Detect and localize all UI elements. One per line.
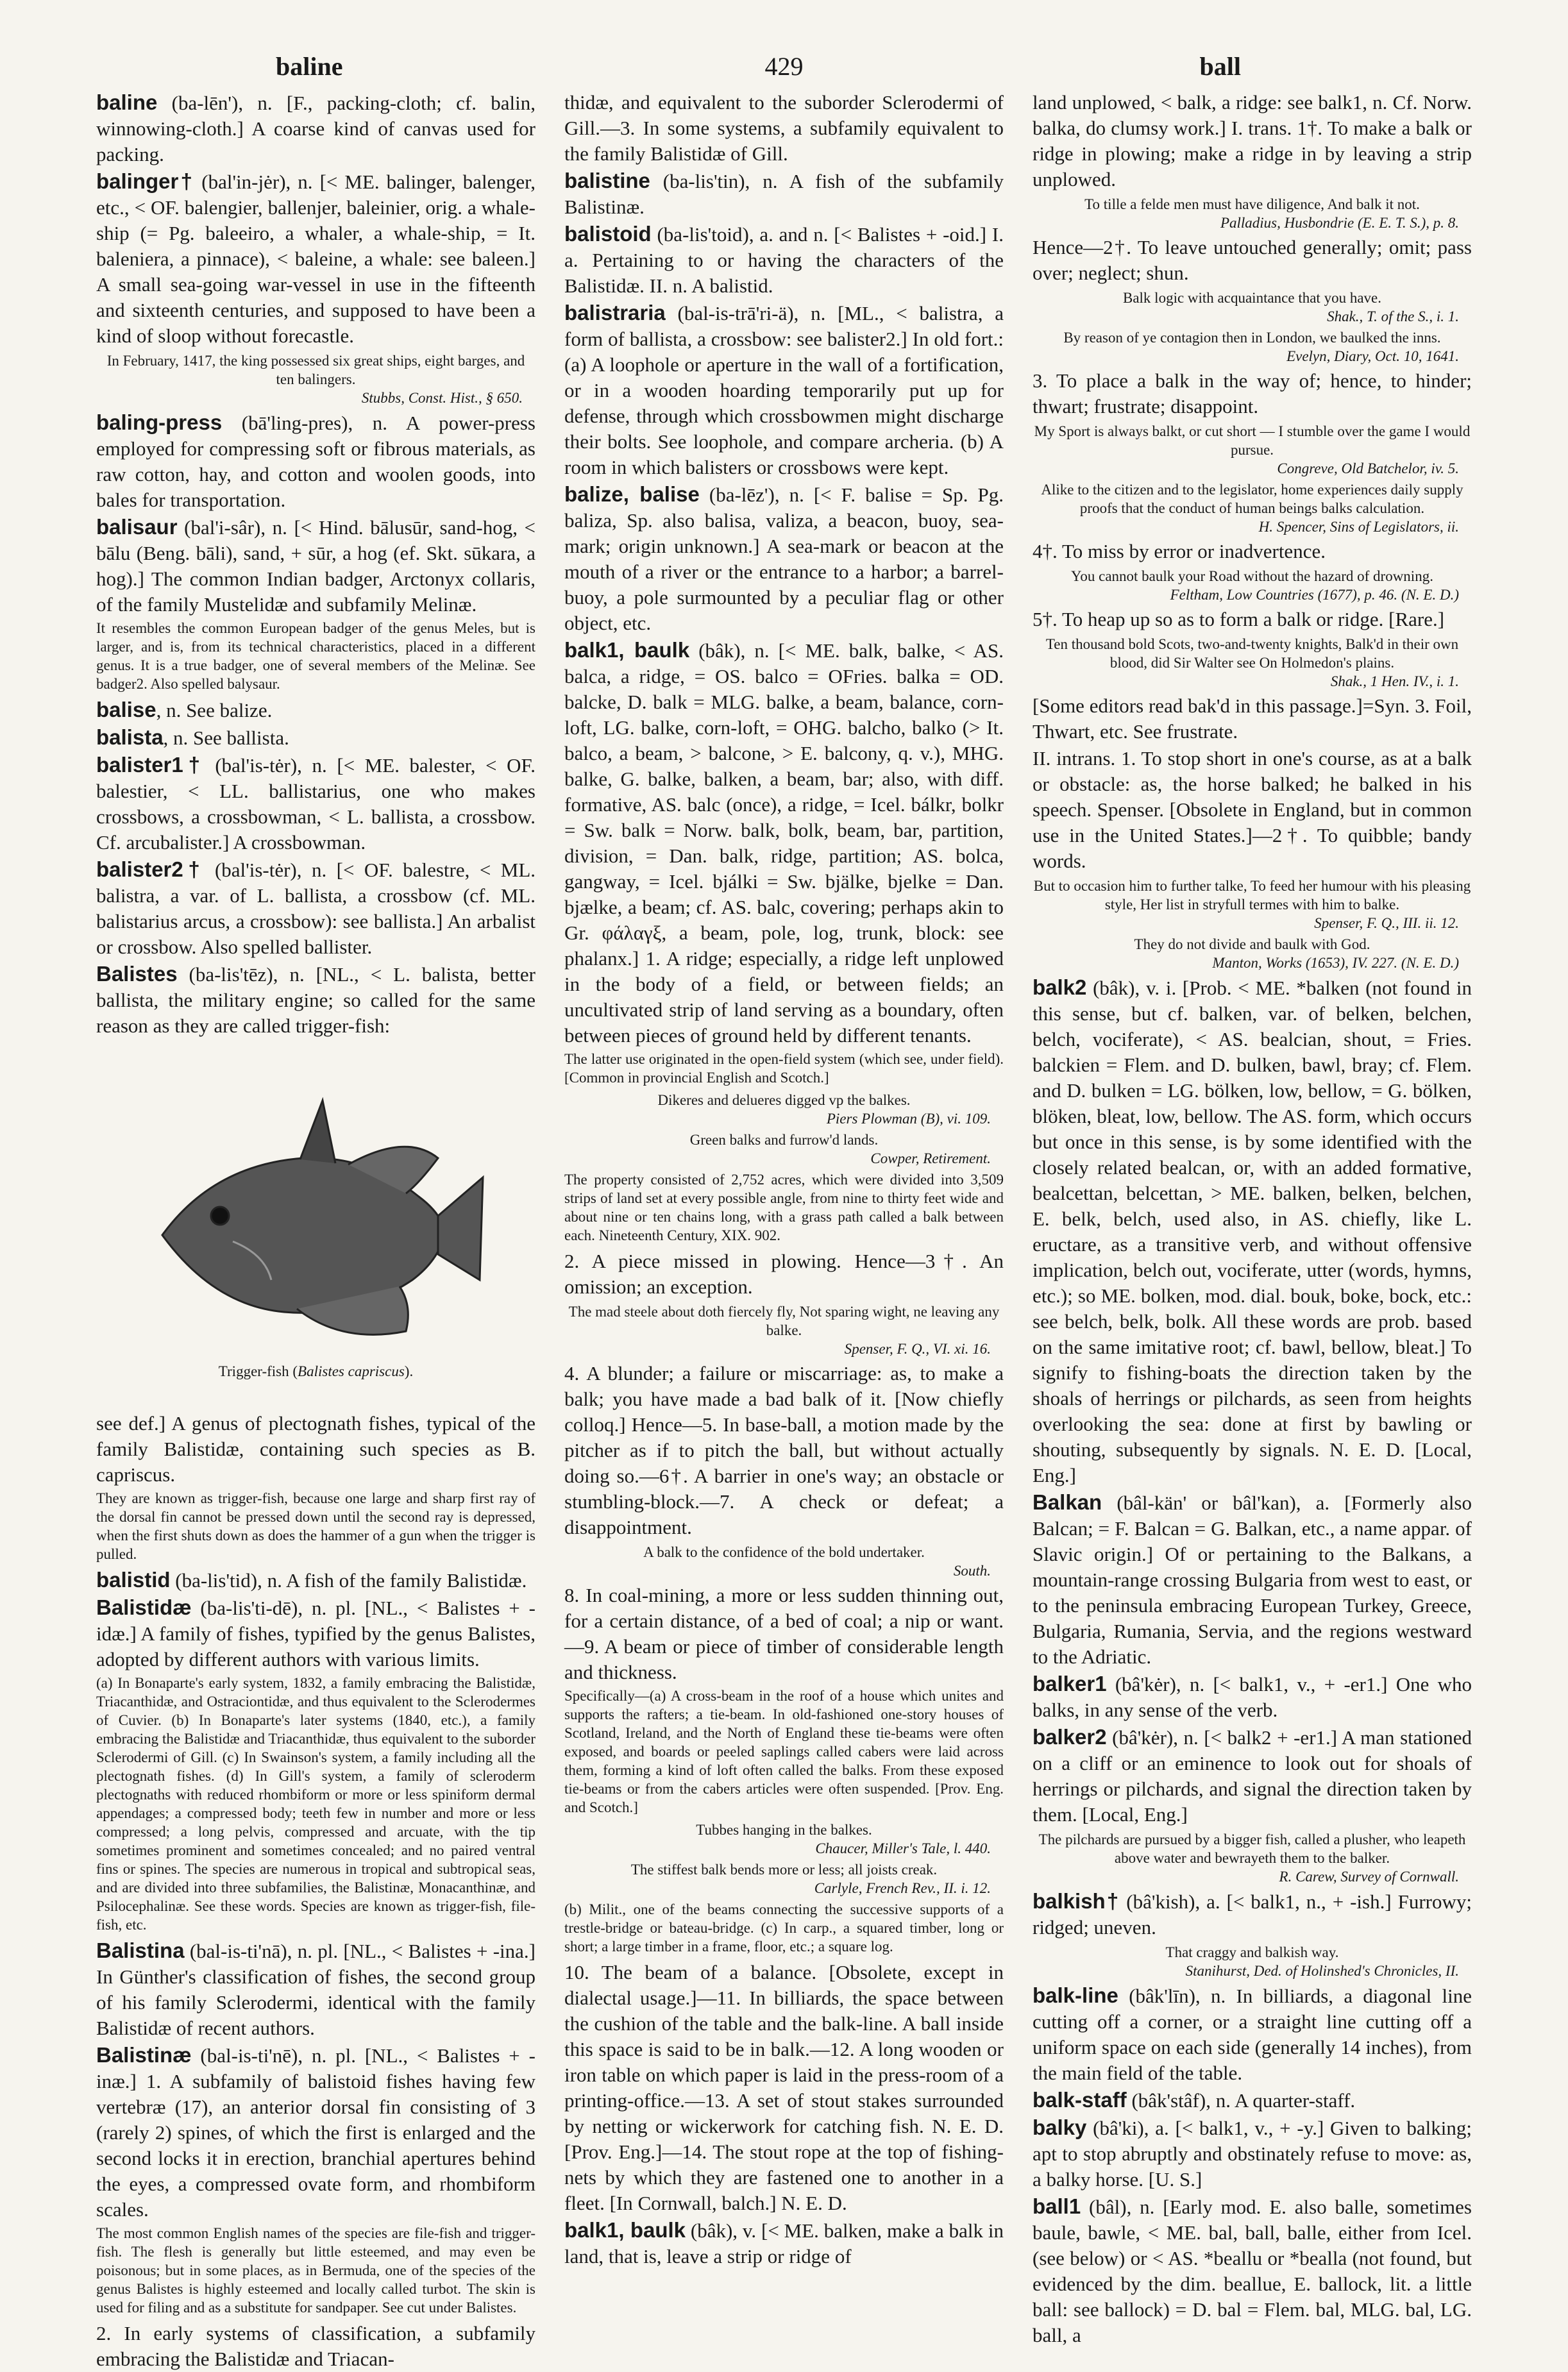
dictionary-entry	[1033, 2087, 1472, 2114]
dictionary-entry	[1033, 90, 1472, 192]
definition-text: (bal'is-tėr), n. [< ME. balester, < OF. balestier, < LL. ballistarius, one who makes crossbows, a crossbowman, < L. ballista, a crossbow. Cf. arcubalister.] A crossbowman.	[96, 754, 535, 854]
headword: balistraria	[564, 301, 666, 324]
dictionary-entry	[96, 857, 535, 960]
quote-source: Shak., T. of the S., i. 1.	[1327, 308, 1459, 324]
fine-print-note: It resembles the common European badger of the genus Meles, but is larger, and is, from its technical characteristics, placed in a different genus. It is a true badger, one of several members of the Melinæ. See badger2. Also spelled balysaur.	[96, 620, 535, 692]
definition-text: (bâ'kėr), n. [< balk2 + -er1.] A man stationed on a cliff or an eminence to look out for shoals of herrings or pilchards, and signal the direction taken by them. [Local, Eng.]	[1033, 1726, 1472, 1826]
definition-text: Hence—2†. To leave untouched generally; omit; pass over; neglect; shun.	[1033, 236, 1472, 284]
dictionary-entry	[96, 410, 535, 513]
definition-text: (ba-lis'tin), n. A fish of the subfamily Balistinæ.	[564, 170, 1004, 218]
caption-suffix: ).	[404, 1363, 414, 1379]
definition-text: 4†. To miss by error or inadvertence.	[1033, 540, 1326, 562]
headword: Balistes	[96, 962, 178, 986]
dictionary-entry	[1033, 1888, 1472, 1940]
figure-caption	[219, 1363, 413, 1380]
definition-text: (bā'ling-pres), n. A power-press employed for compressing soft or fibrous materials, as raw cotton, hay, and cotton and woolen goods, into bales for transportation.	[96, 412, 535, 511]
citation-quote	[1033, 1943, 1472, 1980]
dictionary-entry	[1033, 368, 1472, 419]
dictionary-entry	[1033, 693, 1472, 744]
definition-text: , n. See balize.	[156, 699, 273, 721]
definition-text: (bal-is-ti'nē), n. pl. [NL., < Balistes + -inæ.] 1. A subfamily of balistoid fishes having few vertebræ (17), an anterior dorsal fin consisting of 3 (rarely 2) spines, of which the first is enlarged and the second locks it in erection, branchial apertures behind the eyes, a compressed ovate form, and rhombiform scales.	[96, 2044, 535, 2221]
trigger-fish-illustration	[137, 1075, 496, 1357]
dictionary-entry	[564, 300, 1004, 480]
quote-source: Carlyle, French Rev., II. i. 12.	[814, 1880, 991, 1896]
headword: balistid	[96, 1568, 171, 1592]
quote-source: H. Spencer, Sins of Legislators, ii.	[1258, 519, 1459, 535]
dictionary-entry	[564, 1249, 1004, 1300]
dictionary-entry	[96, 169, 535, 349]
quote-text: Dikeres and delueres digged vp the balkes.	[657, 1092, 911, 1108]
definition-text: (bâ'kėr), n. [< balk1, v., + -er1.] One who balks, in any sense of the verb.	[1033, 1673, 1472, 1721]
quote-text: By reason of ye contagion then in London, we baulked the inns.	[1063, 330, 1441, 346]
quote-text: But to occasion him to further talke, To feed her humour with his pleasing style, Her list in stryfull termes with him to balke.	[1033, 878, 1471, 913]
definition-text: land unplowed, < balk, a ridge: see balk1, n. Cf. Norw. balka, do clumsy work.] I. trans. 1†. To make a balk or ridge in plowing; make a ridge in by leaving a strip unplowed.	[1033, 91, 1472, 190]
quote-text: That craggy and balkish way.	[1165, 1944, 1339, 1960]
quote-source: Evelyn, Diary, Oct. 10, 1641.	[1286, 348, 1459, 364]
caption-species: Balistes capriscus	[298, 1363, 405, 1379]
dictionary-entry	[1033, 2194, 1472, 2348]
dictionary-entry	[1033, 607, 1472, 632]
headword: Balistidæ	[96, 1595, 192, 1619]
headword: balk2	[1033, 975, 1087, 999]
definition-text: (bal-is-trā'ri-ä), n. [ML., < balistra, a form of ballista, a crossbow: see balister2.] In old fort.: (a) A loophole or aperture in the wall of a fortification, or in a wooden hoarding temporarily put up for defense, through which crossbowmen might discharge their bolts. See loophole, and compare archeria. (b) A room in which balisters or crossbows were kept.	[564, 302, 1004, 478]
dictionary-entry	[564, 1960, 1004, 2216]
dictionary-entry	[1033, 975, 1472, 1488]
citation-quote	[1033, 635, 1472, 691]
quote-source: Palladius, Husbondrie (E. E. T. S.), p. 8.	[1220, 215, 1459, 231]
definition-text: , n. See ballista.	[163, 727, 289, 749]
dictionary-entry	[96, 1938, 535, 2041]
quote-source: Congreve, Old Batchelor, iv. 5.	[1277, 460, 1459, 476]
definition-text: (bâl), n. [Early mod. E. also balle, sometimes baule, bawle, < ME. bal, ball, balle, either from Icel. (see below) or < AS. *beallu or *bealla (not found, but evidenced by the dim. beallue, E. ballock, lit. a little ball: see ballock) = D. bal = Flem. bal, MLG. bal, LG. ball, a	[1033, 2196, 1472, 2346]
quote-text: My Sport is always balkt, or cut short — I stumble over the game I would pursue.	[1034, 423, 1471, 458]
headword: balister1†	[96, 753, 205, 777]
dictionary-entry	[96, 961, 535, 1039]
dictionary-entry	[564, 2217, 1004, 2269]
dictionary-entry	[96, 2321, 535, 2372]
quote-source: Spenser, F. Q., VI. xi. 16.	[844, 1341, 991, 1357]
quote-source: Stanihurst, Ded. of Holinshed's Chronicles, II.	[1185, 1963, 1459, 1979]
quote-text: In February, 1417, the king possessed six great ships, eight barges, and ten balingers.	[106, 353, 525, 387]
quote-source: Spenser, F. Q., III. ii. 12.	[1314, 915, 1459, 931]
headword: balinger†	[96, 169, 195, 193]
citation-quote	[564, 1091, 1004, 1128]
definition-text: 2. A piece missed in plowing. Hence—3†. An omission; an exception.	[564, 1250, 1004, 1298]
headword: balize, balise	[564, 482, 700, 506]
definition-text: (ba-lis'toid), a. and n. [< Balistes + -oid.] I. a. Pertaining to or having the characters of the Balistidæ. II. n. A balistid.	[564, 223, 1004, 297]
definition-text: see def.] A genus of plectognath fishes, typical of the family Balistidæ, containing such species as B. capriscus.	[96, 1412, 535, 1486]
dictionary-entry	[1033, 746, 1472, 874]
trigger-fish-figure	[96, 1048, 535, 1407]
quote-source: South.	[953, 1563, 991, 1579]
definition-text: (bâ'ki), a. [< balk1, v., + -y.] Given to balking; apt to stop abruptly and obstinately refuse to move: as, a balky horse. [U. S.]	[1033, 2117, 1472, 2191]
definition-text: thidæ, and equivalent to the suborder Sclerodermi of Gill.—3. In some systems, a subfamily equivalent to the family Balistidæ of Gill.	[564, 91, 1004, 165]
dictionary-entry	[1033, 539, 1472, 564]
quote-text: To tille a felde men must have diligence, And balk it not.	[1084, 196, 1420, 212]
definition-text: (bâl-kän' or bâl'kan), a. [Formerly also Balcan; = F. Balcan = G. Balkan, etc., a name appar. of Slavic origin.] Of or pertaining to the Balkans, a mountain-range crossing Bulgaria from west to east, or to the peninsula embracing European Turkey, Greece, Bulgaria, Rumania, Servia, and the regions westward to the Adriatic.	[1033, 1492, 1472, 1668]
fine-print-note: The property consisted of 2,752 acres, which were divided into 3,509 strips of land set at every possible angle, from nine to thirty feet wide and about nine or ten chains long, with a grass path called a balk between each. Nineteenth Century, XIX. 902.	[564, 1172, 1004, 1243]
dictionary-entry	[1033, 235, 1472, 286]
definition-text: (ba-lis'tēz), n. [NL., < L. balista, better ballista, the military engine; so called for the same reason as they are called trigger-fish:	[96, 963, 535, 1037]
definition-text: (bâk'līn), n. In billiards, a diagonal line cutting off a corner, or a straight line cutting off a uniform space on each side (generally 14 inches), from the main field of the table.	[1033, 1985, 1472, 2084]
headword: baling-press	[96, 410, 223, 434]
dictionary-entry	[1033, 1490, 1472, 1670]
headword: balistine	[564, 169, 650, 192]
quote-source: R. Carew, Survey of Cornwall.	[1279, 1869, 1459, 1885]
quote-text: Alike to the citizen and to the legislator, home experiences daily supply proofs that the conduct of human beings balks calculation.	[1041, 482, 1463, 516]
definition-text: 8. In coal-mining, a more or less sudden thinning out, for a certain distance, of a bed of coal; a nip or want.—9. A beam or piece of timber of considerable length and thickness.	[564, 1584, 1004, 1683]
definition-text: 10. The beam of a balance. [Obsolete, except in dialectal usage.]—11. In billiards, the space between the cushion of the table and the balk-line. A ball inside this space is said to be in balk.—12. A long wooden or iron table on which paper is laid in the press-room of a printing-office.—13. A set of stout stakes surrounded by netting or wickerwork for catching fish. N. E. D. [Prov. Eng.]—14. The stout rope at the top of fishing-nets by which they are fastened one to another in a fleet. [In Cornwall, balch.] N. E. D.	[564, 1961, 1004, 2214]
fine-print-note: (a) In Bonaparte's early system, 1832, a family embracing the Balistidæ, Triacanthidæ, and Ostraciontidæ, and thus equivalent to the Sclerodermes of Cuvier. (b) In Bonaparte's later systems (1840, etc.), a family embracing the Balistidæ and Triacanthidæ, thus equivalent to the suborder Sclerodermi of Gill. (c) In Swainson's system, a family including all the plectognath fishes. (d) In Gill's system, a family of scleroderm plectognaths with reduced rhombiform or more or less spiniform dermal appendages; a compressed body; teeth few in number and more or less compressed; a long pelvis, compressed and arcuate, with the tip sometimes prominent and sometimes concealed; and no paired ventral fins or spines. The species are numerous in tropical and subtropical seas, and are divided into three subfamilies, the Balistinæ, Monacanthinæ, and Psilocephalinæ. See these words. Species are known as trigger-fish, file-fish, etc.	[96, 1675, 535, 1933]
dictionary-entry	[1033, 1724, 1472, 1828]
page-number: 429	[764, 52, 804, 81]
dictionary-entry	[96, 1567, 535, 1594]
citation-quote	[1033, 935, 1472, 972]
definition-text: (bal'is-tėr), n. [< OF. balestre, < ML. balistra, a var. of L. ballista, a crossbow (cf. ML. balistarius arcus, a crossbow): see ballista.] An arbalist or crossbow. Also spelled ballister.	[96, 859, 536, 958]
definition-text: 3. To place a balk in the way of; hence, to hinder; thwart; frustrate; disappoint.	[1033, 369, 1472, 417]
headword: Balistina	[96, 1939, 185, 1962]
definition-text: II. intrans. 1. To stop short in one's course, as at a balk or obstacle: as, the horse balked; he balked in his speech. Spenser. [Obsolete in England, but in common use in the United States.]—2†. To quibble; bandy words.	[1033, 747, 1472, 872]
quote-source: Chaucer, Miller's Tale, l. 440.	[815, 1840, 991, 1856]
column-1	[96, 90, 536, 2370]
fine-print-note: The most common English names of the species are file-fish and trigger-fish. The flesh is generally but little esteemed, and may even be poisonous; but in some places, as in Bermuda, one of the species of the genus Balistes is highly esteemed and locally called turbot. The skin is used for filing and as a substitute for sandpaper. See cut under Balistes.	[96, 2225, 535, 2316]
headword: balker2	[1033, 1725, 1107, 1749]
headword: ball1	[1033, 2194, 1081, 2218]
definition-text: (bal'in-jėr), n. [< ME. balinger, balenger, etc., < OF. balengier, ballenjer, baleinier, orig. a whale-ship (= Pg. baleeiro, a whaler, a whale-ship, = It. baleniera, a pinnace), < baleine, a whale: see baleen.] A small sea-going war-vessel in use in the fifteenth and sixteenth centuries, and supposed to have been a kind of sloop without forecastle.	[96, 171, 535, 347]
citation-quote	[564, 1302, 1004, 1358]
definition-text: (bal-is-ti'nā), n. pl. [NL., < Balistes + -ina.] In Günther's classification of fishes, the second group of his family Sclerodermi, identical with the family Balistidæ of recent authors.	[96, 1940, 535, 2039]
dictionary-entry	[96, 2042, 535, 2223]
headword: Balistinæ	[96, 2043, 192, 2067]
column-3	[1033, 90, 1472, 2346]
fine-print-note: The latter use originated in the open-field system (which see, under field). [Common in provincial English and Scotch.]	[564, 1051, 1004, 1086]
definition-text: (ba-lis'tid), n. A fish of the family Balistidæ.	[170, 1569, 527, 1592]
dictionary-entry	[564, 1361, 1004, 1540]
citation-quote	[1033, 877, 1472, 932]
dictionary-entry	[564, 482, 1004, 636]
quote-text: The stiffest balk bends more or less; all joists creak.	[630, 1862, 938, 1878]
dictionary-entry	[564, 221, 1004, 299]
citation-quote	[564, 1131, 1004, 1168]
dictionary-entry	[564, 1583, 1004, 1685]
quote-text: The mad steele about doth fiercely fly, Not sparing wight, ne leaving any balke.	[568, 1304, 1000, 1338]
headword: balker1	[1033, 1672, 1107, 1695]
definition-text: 4. A blunder; a failure or miscarriage: as, to make a balk; you have made a bad balk of it. [Now chiefly colloq.] Hence—5. In base-ball, a motion made by the pitcher as if to pitch the ball, but without actually doing so.—6†. A barrier in one's way; an obstacle or stumbling-block.—7. A check or defeat; a disappointment.	[564, 1362, 1004, 1538]
quote-text: They do not divide and baulk with God.	[1134, 936, 1370, 952]
quote-text: You cannot baulk your Road without the hazard of drowning.	[1071, 568, 1433, 584]
headword: baline	[96, 90, 158, 114]
definition-text: 5†. To heap up so as to form a balk or ridge. [Rare.]	[1033, 608, 1445, 630]
citation-quote	[564, 1543, 1004, 1580]
citation-quote	[1033, 328, 1472, 366]
headword: Balkan	[1033, 1490, 1102, 1514]
definition-text: (ba-lēz'), n. [< F. balise = Sp. Pg. baliza, Sp. also balisa, valiza, a beacon, buoy, sea-mark; origin unknown.] A sea-mark or beacon at the mouth of a river or the entrance to a harbor; a barrel-buoy, a pole surmounted by a peculiar flag or other object, etc.	[564, 484, 1004, 634]
citation-quote	[1033, 480, 1472, 536]
dictionary-entry	[96, 1411, 535, 1488]
headword: balistoid	[564, 222, 652, 246]
dictionary-entry	[96, 725, 535, 751]
dictionary-entry	[96, 1595, 535, 1672]
quote-source: Feltham, Low Countries (1677), p. 46. (N. E. D.)	[1170, 587, 1459, 603]
quote-text: Tubbes hanging in the balkes.	[696, 1822, 872, 1838]
definition-text: (bâk), v. i. [Prob. < ME. *balken (not found in this sense, but cf. balken, var. of belken, belchen, belch, vociferate), < AS. bealcian, shout, = Fries. balckien = Flem. and D. bulken, bawl, bray; cf. Flem. and D. bulken = LG. bölken, low, bellow, = G. bölken, blöken, bleat, low, bellow. The AS. form, which occurs but once in this sense, is by some identified with the closely related bealcan, or, with an added formative, bealcettan, belcettan, > ME. balken, belken, belchen, E. belk, belch, used also, in AS. chiefly, like L. eructare, as a transitive verb, and without offensive implication, belch out, vociferate, utter (words, hymns, etc.); so ME. bolken, mod. dial. bouk, boke, bock, etc.: see belch, belk, bolk. All these words are prob. based on the same imitative root; cf. bawl, bellow, bleat.] To signify to fishing-boats the direction taken by the shoals of herrings or pilchards, as seen from heights overlooking the sea: done at first by bawling or shouting, subsequently by signals. N. E. D. [Local, Eng.]	[1033, 977, 1472, 1486]
definition-text: (bâk), v. [< ME. balken, make a balk in land, that is, leave a strip or ridge of	[564, 2219, 1004, 2267]
dictionary-entry	[1033, 1671, 1472, 1723]
headword: balky	[1033, 2115, 1087, 2139]
citation-quote	[564, 1821, 1004, 1858]
citation-quote	[1033, 422, 1472, 478]
quote-source: Shak., 1 Hen. IV., i. 1.	[1330, 673, 1459, 689]
definition-text: (bâk), n. [< ME. balk, balke, < AS. balca, a ridge, = OS. balco = OFries. balka = OD. balcke, D. balk = MLG. balke, a beam, balance, corn-loft, LG. balke, corn-loft, = OHG. balcho, balko (> It. balco, a beam, > balcone, > E. balcony, q. v.), MHG. balke, G. balke, balken, a beam, bar; also, with diff. formative, AS. balc (once), a ridge, = Icel. bálkr, bolkr = Sw. balk = Norw. balk, bolk, beam, bar, partition, division, = Dan. balk, ridge, partition; AS. bolca, gangway, = Icel. bjálki = Sw. bjälke, bjelke = Dan. bjælke, a beam; cf. AS. balc, covering; perhaps akin to Gr. φάλαγξ, a beam, pole, log, trunk, block: see phalanx.] 1. A ridge; especially, a ridge left unplowed in the body of a field, or between fields; an uncultivated strip of land serving as a boundary, often between pieces of ground held by different tenants.	[564, 639, 1004, 1047]
quote-text: Ten thousand bold Scots, two-and-twenty knights, Balk'd in their own blood, did Sir Walter see On Holmedon's plains.	[1045, 636, 1459, 671]
quote-text: Balk logic with acquaintance that you have.	[1122, 290, 1381, 306]
citation-quote	[1033, 567, 1472, 604]
quote-source: Manton, Works (1653), IV. 227. (N. E. D.)	[1212, 955, 1459, 971]
headword: balise	[96, 698, 156, 721]
headword: balisaur	[96, 515, 178, 539]
caption-prefix: Trigger-fish (	[218, 1363, 298, 1379]
definition-text: (ba-lēn'), n. [F., packing-cloth; cf. balin, winnowing-cloth.] A coarse kind of canvas used for packing.	[96, 92, 535, 165]
fine-print-note: Specifically—(a) A cross-beam in the roof of a house which unites and supports the rafters; a tie-beam. In old-fashioned one-story houses of Scotland, Ireland, and the North of England these tie-beams were often exposed, and boards or peeled saplings called cabers were laid across them, forming a kind of loft often called the balks. From these exposed tie-beams or from the cabers articles were often suspended. [Prov. Eng. and Scotch.]	[564, 1688, 1004, 1815]
quote-text: The pilchards are pursued by a bigger fish, called a plusher, who leapeth above water and bewrayeth them to the balker.	[1038, 1831, 1466, 1866]
citation-quote	[1033, 289, 1472, 326]
dictionary-entry	[96, 514, 535, 618]
definition-text: 2. In early systems of classification, a subfamily embracing the Balistidæ and Triacan-	[96, 2322, 535, 2370]
definition-text: [Some editors read bak'd in this passage.]=Syn. 3. Foil, Thwart, etc. See frustrate.	[1033, 694, 1472, 743]
dictionary-entry	[1033, 1983, 1472, 2086]
headword: balkish†	[1033, 1889, 1120, 1913]
dictionary-entry	[564, 637, 1004, 1048]
headword: balk-line	[1033, 1983, 1118, 2007]
citation-quote	[564, 1860, 1004, 1897]
headword: balister2†	[96, 857, 205, 881]
quote-source: Cowper, Retirement.	[870, 1150, 991, 1166]
dictionary-entry	[564, 90, 1004, 167]
quote-text: A balk to the confidence of the bold undertaker.	[643, 1544, 925, 1560]
citation-quote	[1033, 1830, 1472, 1886]
headword: balista	[96, 725, 164, 749]
guide-word-right: ball	[1199, 52, 1241, 81]
dictionary-entry	[96, 697, 535, 723]
dictionary-columns	[96, 90, 1472, 2370]
column-2	[564, 90, 1004, 2267]
dictionary-entry	[96, 90, 535, 167]
fine-print-note: They are known as trigger-fish, because one large and sharp first ray of the dorsal fin cannot be pressed down until the second ray is depressed, when the first shuts down as does the hammer of a gun when the trigger is pulled.	[96, 1490, 535, 1562]
headword: balk1, baulk	[564, 638, 690, 662]
citation-quote	[96, 351, 535, 407]
citation-quote	[1033, 195, 1472, 232]
definition-text: (bâk'stâf), n. A quarter-staff.	[1126, 2089, 1356, 2112]
quote-source: Piers Plowman (B), vi. 109.	[826, 1111, 991, 1127]
definition-text: (bâ'kish), a. [< balk1, n., + -ish.] Furrowy; ridged; uneven.	[1033, 1890, 1472, 1939]
dictionary-entry	[96, 752, 535, 855]
headword: balk-staff	[1033, 2088, 1127, 2112]
headword: balk1, baulk	[564, 2218, 686, 2242]
definition-text: (bal'i-sâr), n. [< Hind. bālusūr, sand-hog, < bālu (Beng. bāli), sand, + sūr, a hog (ef. Skt. sūkara, a hog).] The common Indian badger, Arctonyx collaris, of the family Mustelidæ and subfamily Melinæ.	[96, 516, 535, 616]
quote-text: Green balks and furrow'd lands.	[689, 1132, 879, 1148]
fine-print-note: (b) Milit., one of the beams connecting the successive supports of a trestle-bridge or bateau-bridge. (c) In carp., a squared timber, long or short; a large timber in a frame, floor, etc.; a square log.	[564, 1901, 1004, 1955]
definition-text: (ba-lis'ti-dē), n. pl. [NL., < Balistes + -idæ.] A family of fishes, typified by the genus Balistes, adopted by different authors with various limits.	[96, 1597, 535, 1670]
quote-source: Stubbs, Const. Hist., § 650.	[361, 390, 523, 406]
guide-word-left: baline	[276, 52, 343, 81]
dictionary-entry	[1033, 2115, 1472, 2192]
dictionary-entry	[564, 168, 1004, 220]
page-header	[96, 51, 1472, 90]
